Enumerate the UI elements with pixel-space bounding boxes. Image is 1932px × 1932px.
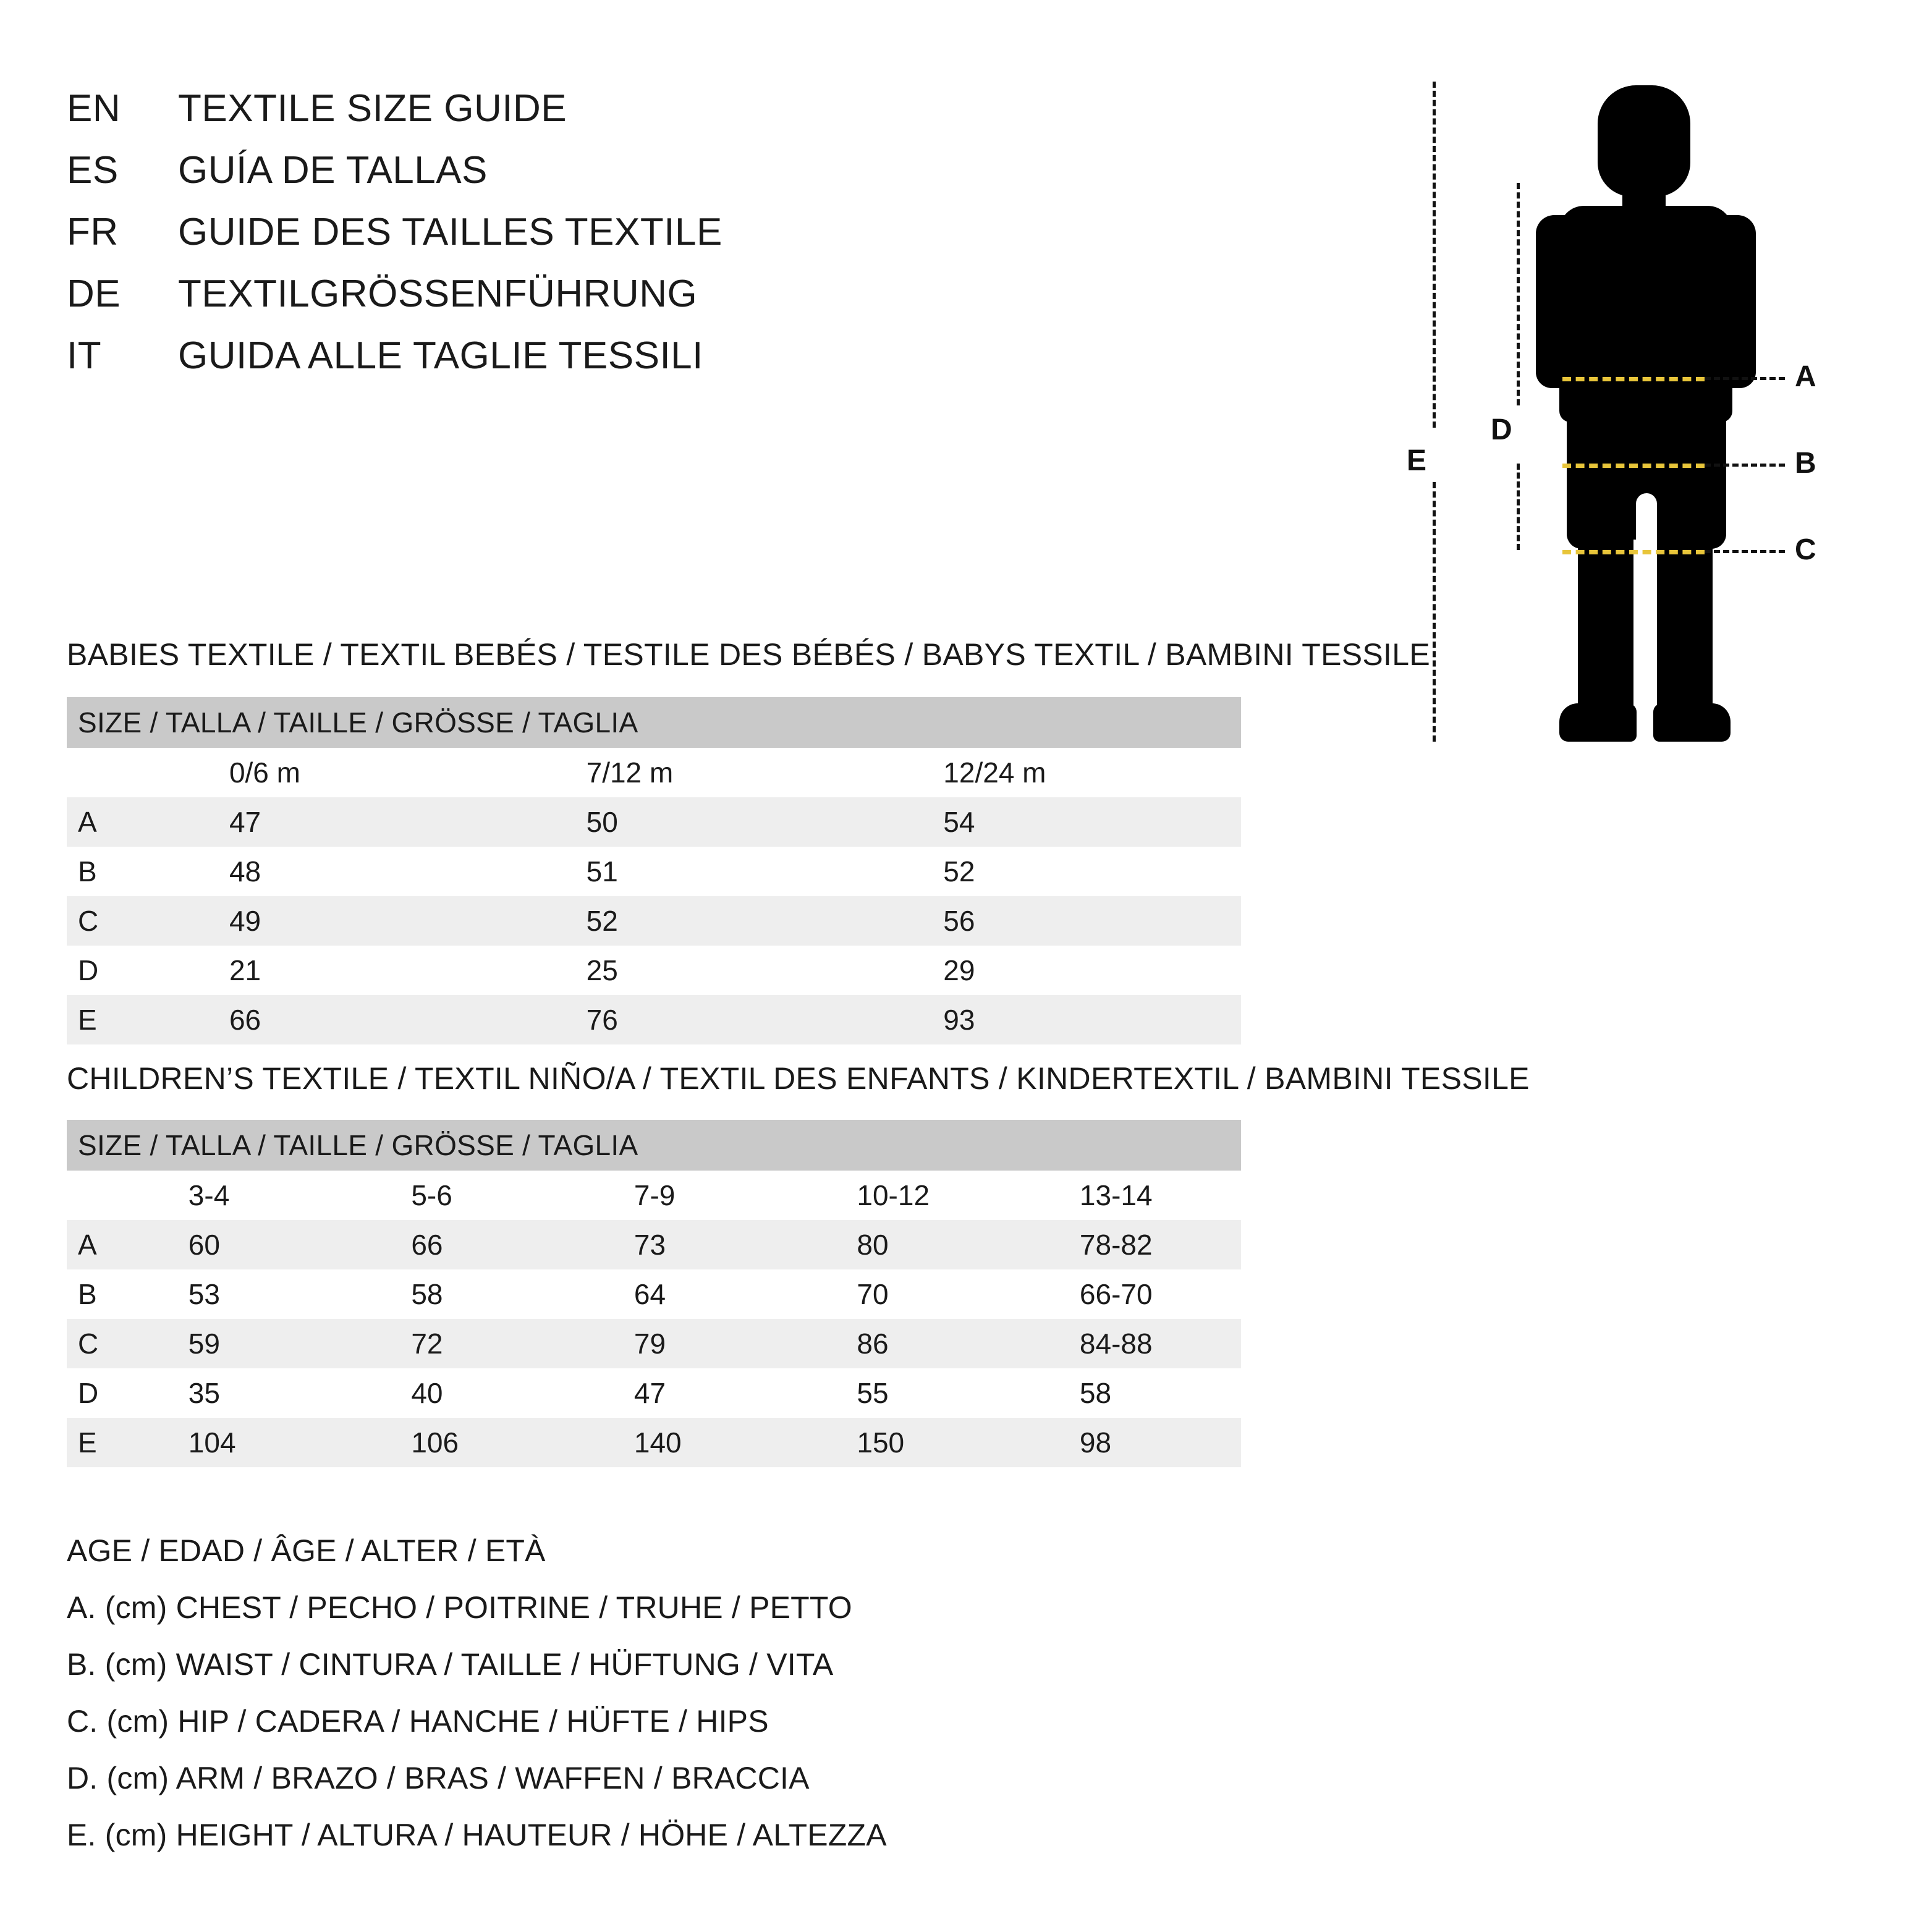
row-value: 40 [411, 1377, 443, 1409]
row-value: 104 [129, 1418, 352, 1467]
row-value: 47 [170, 797, 527, 847]
language-title: GUÍA DE TALLAS [178, 149, 488, 192]
row-value: 50 [527, 797, 884, 847]
legend-line: E. (cm) HEIGHT / ALTURA / HAUTEUR / HÖHE / ALTEZZA [67, 1818, 887, 1852]
height-guide-line-bottom [1433, 482, 1436, 742]
figure-label-b: B [1795, 447, 1816, 480]
babies-column-0: 0/6 m [229, 756, 300, 789]
legend-line: A. (cm) CHEST / PECHO / POITRINE / TRUHE / PETTO [67, 1590, 852, 1625]
row-value: 49 [170, 896, 527, 946]
row-label: E [67, 995, 170, 1044]
language-title: TEXTILGRÖSSENFÜHRUNG [178, 273, 698, 315]
row-value: 140 [575, 1418, 798, 1467]
row-label: D [78, 1377, 99, 1409]
measurement-legend [67, 1533, 887, 1874]
row-value: 29 [943, 954, 975, 986]
row-value: 84-88 [1020, 1319, 1241, 1368]
waist-measure-line [1562, 464, 1705, 468]
table-row [67, 1368, 1241, 1418]
table-row [67, 946, 1241, 995]
row-label: C [67, 896, 170, 946]
language-title: GUIDE DES TAILLES TEXTILE [178, 211, 722, 253]
babies-section-title: BABIES TEXTILE / TEXTIL BEBÉS / TESTILE DES BÉBÉS / BABYS TEXTIL / BAMBINI TESSILE [67, 637, 1430, 672]
table-row [67, 1418, 1241, 1467]
language-row [67, 210, 932, 254]
table-row [67, 995, 1241, 1044]
language-row [67, 87, 932, 130]
language-code: EN [67, 87, 121, 130]
row-label: E [67, 1418, 129, 1467]
children-size-table [67, 1120, 1241, 1467]
children-column-2: 7-9 [633, 1179, 676, 1211]
chest-measure-line [1562, 377, 1705, 381]
arm-guide-line-top [1517, 183, 1520, 405]
row-value: 59 [129, 1319, 352, 1368]
row-value: 58 [1079, 1377, 1112, 1409]
language-code: DE [67, 273, 121, 315]
table-row [67, 797, 1241, 847]
figure-label-e: E [1407, 444, 1427, 477]
children-column-4: 13-14 [1079, 1179, 1153, 1211]
row-value: 66 [170, 995, 527, 1044]
children-column-3: 10-12 [857, 1179, 930, 1211]
empty-corner-cell [67, 748, 170, 797]
row-value: 98 [1020, 1418, 1241, 1467]
height-guide-line-top [1433, 82, 1436, 428]
children-table-header: SIZE / TALLA / TAILLE / GRÖSSE / TAGLIA [67, 1120, 1241, 1171]
children-section-title: CHILDREN’S TEXTILE / TEXTIL NIÑO/A / TEXTIL DES ENFANTS / KINDERTEXTIL / BAMBINI TESSILE [67, 1061, 1530, 1096]
row-value: 73 [575, 1220, 798, 1269]
row-value: 76 [527, 995, 884, 1044]
row-value: 106 [352, 1418, 575, 1467]
children-column-1: 5-6 [411, 1179, 452, 1211]
row-value: 64 [633, 1278, 666, 1310]
row-value: 60 [129, 1220, 352, 1269]
table-header-bar-row [67, 1120, 1241, 1171]
empty-corner-cell [67, 1171, 129, 1220]
legend-line: D. (cm) ARM / BRAZO / BRAS / WAFFEN / BRACCIA [67, 1761, 810, 1795]
language-title-list [67, 87, 932, 396]
row-value: 80 [797, 1220, 1020, 1269]
table-row [67, 1319, 1241, 1368]
row-value: 48 [229, 855, 261, 888]
language-code: FR [67, 211, 119, 253]
table-row [67, 1269, 1241, 1319]
row-value: 52 [527, 896, 884, 946]
row-value: 58 [411, 1278, 443, 1310]
babies-size-table [67, 697, 1241, 1044]
language-row [67, 272, 932, 316]
table-row [67, 896, 1241, 946]
waist-leader-line [1705, 464, 1785, 467]
row-value: 54 [884, 797, 1241, 847]
babies-table-header: SIZE / TALLA / TAILLE / GRÖSSE / TAGLIA [67, 697, 1241, 748]
language-row [67, 334, 932, 378]
babies-column-1: 7/12 m [586, 756, 674, 789]
row-value: 56 [884, 896, 1241, 946]
row-value: 51 [586, 855, 618, 888]
table-row [67, 847, 1241, 896]
figure-label-c: C [1795, 533, 1816, 566]
row-value: 70 [857, 1278, 889, 1310]
row-value: 53 [188, 1278, 220, 1310]
arm-guide-line-bottom [1517, 464, 1520, 550]
hip-leader-line [1705, 550, 1785, 553]
babies-column-2: 12/24 m [943, 756, 1046, 789]
row-value: 86 [797, 1319, 1020, 1368]
row-value: 150 [797, 1418, 1020, 1467]
table-column-header-row [67, 1171, 1241, 1220]
legend-line: B. (cm) WAIST / CINTURA / TAILLE / HÜFTUNG / VITA [67, 1647, 834, 1682]
language-code: IT [67, 334, 102, 377]
measurement-figure [1384, 74, 1854, 773]
row-value: 35 [188, 1377, 220, 1409]
row-label: A [67, 797, 170, 847]
table-column-header-row [67, 748, 1241, 797]
row-value: 93 [884, 995, 1241, 1044]
table-row [67, 1220, 1241, 1269]
row-value: 55 [857, 1377, 889, 1409]
row-label: C [67, 1319, 129, 1368]
row-value: 25 [586, 954, 618, 986]
row-value: 21 [229, 954, 261, 986]
language-row [67, 148, 932, 192]
children-column-0: 3-4 [188, 1179, 230, 1211]
figure-label-a: A [1795, 360, 1816, 393]
figure-label-d: D [1491, 413, 1512, 446]
table-header-bar-row [67, 697, 1241, 748]
child-silhouette-icon [1530, 85, 1765, 759]
hip-measure-line [1562, 550, 1705, 554]
chest-leader-line [1705, 377, 1785, 380]
row-label: D [78, 954, 99, 986]
row-label: B [78, 1278, 97, 1310]
legend-line: C. (cm) HIP / CADERA / HANCHE / HÜFTE / HIPS [67, 1704, 769, 1739]
language-title: TEXTILE SIZE GUIDE [178, 87, 567, 130]
row-value: 47 [633, 1377, 666, 1409]
row-value: 78-82 [1020, 1220, 1241, 1269]
legend-line: AGE / EDAD / ÂGE / ALTER / ETÀ [67, 1533, 546, 1568]
row-label: A [67, 1220, 129, 1269]
row-value: 72 [352, 1319, 575, 1368]
language-title: GUIDA ALLE TAGLIE TESSILI [178, 334, 703, 377]
language-code: ES [67, 149, 119, 192]
row-value: 79 [575, 1319, 798, 1368]
row-value: 66 [352, 1220, 575, 1269]
row-label: B [78, 855, 97, 888]
row-value: 52 [943, 855, 975, 888]
row-value: 66-70 [1079, 1278, 1153, 1310]
